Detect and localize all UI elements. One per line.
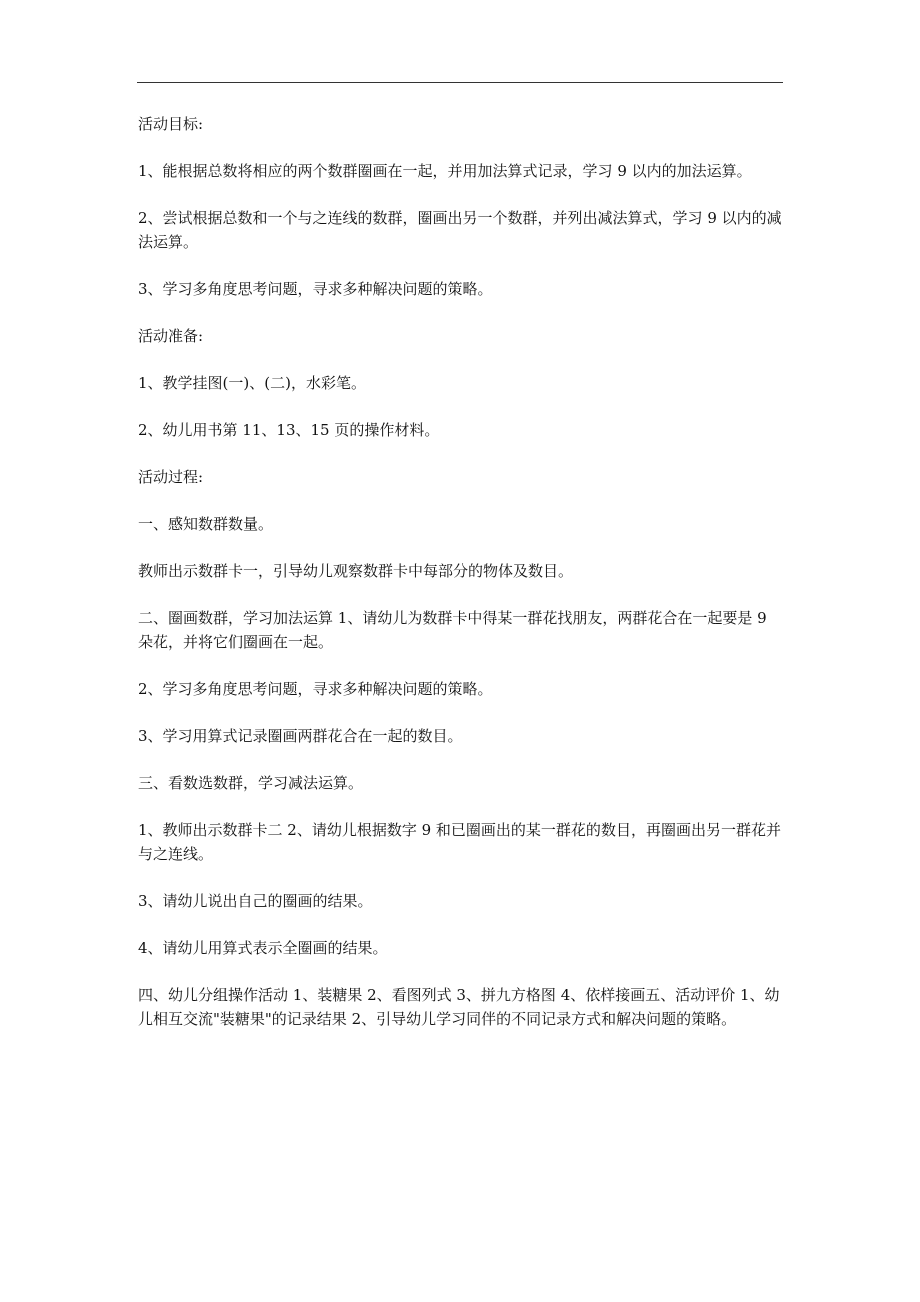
process-step-4: 四、幼儿分组操作活动 1、装糖果 2、看图列式 3、拼九方格图 4、依样接画五、活动评价 1、幼儿相互交流"装糖果"的记录结果 2、引导幼儿学习同伴的不同记录方式和解决问题的策略。 xyxy=(138,986,780,1028)
process-paragraph: 4、请幼儿用算式表示全圈画的结果。 xyxy=(138,939,388,957)
process-paragraph: 1、教师出示数群卡二 2、请幼儿根据数字 9 和已圈画出的某一群花的数目，再圈画出另一群花并与之连线。 xyxy=(138,821,781,863)
process-step-2: 二、圈画数群，学习加法运算 1、请幼儿为数群卡中得某一群花找朋友，两群花合在一起要是 9 朵花，并将它们圈画在一起。 xyxy=(138,609,767,651)
process-paragraph: 教师出示数群卡一，引导幼儿观察数群卡中每部分的物体及数目。 xyxy=(138,562,574,580)
goal-item-3: 3、学习多角度思考问题，寻求多种解决问题的策略。 xyxy=(138,280,493,298)
goal-item-1: 1、能根据总数将相应的两个数群圈画在一起，并用加法算式记录，学习 9 以内的加法运算。 xyxy=(138,162,752,180)
process-paragraph: 3、请幼儿说出自己的圈画的结果。 xyxy=(138,892,373,910)
preparation-item-1: 1、教学挂图(一)、(二)，水彩笔。 xyxy=(138,374,366,392)
section-heading-goals: 活动目标: xyxy=(138,115,204,133)
section-heading-process: 活动过程: xyxy=(138,468,204,486)
process-paragraph: 2、学习多角度思考问题，寻求多种解决问题的策略。 xyxy=(138,680,493,698)
goal-item-2: 2、尝试根据总数和一个与之连线的数群，圈画出另一个数群，并列出减法算式，学习 9 以内的减法运算。 xyxy=(138,209,782,251)
process-paragraph: 3、学习用算式记录圈画两群花合在一起的数目。 xyxy=(138,727,463,745)
preparation-item-2: 2、幼儿用书第 11、13、15 页的操作材料。 xyxy=(138,421,440,439)
section-heading-preparation: 活动准备: xyxy=(138,327,204,345)
document-body xyxy=(138,112,786,1054)
process-step-3: 三、看数选数群，学习减法运算。 xyxy=(138,774,364,792)
process-step-1: 一、感知数群数量。 xyxy=(138,515,274,533)
header-rule xyxy=(137,82,783,83)
